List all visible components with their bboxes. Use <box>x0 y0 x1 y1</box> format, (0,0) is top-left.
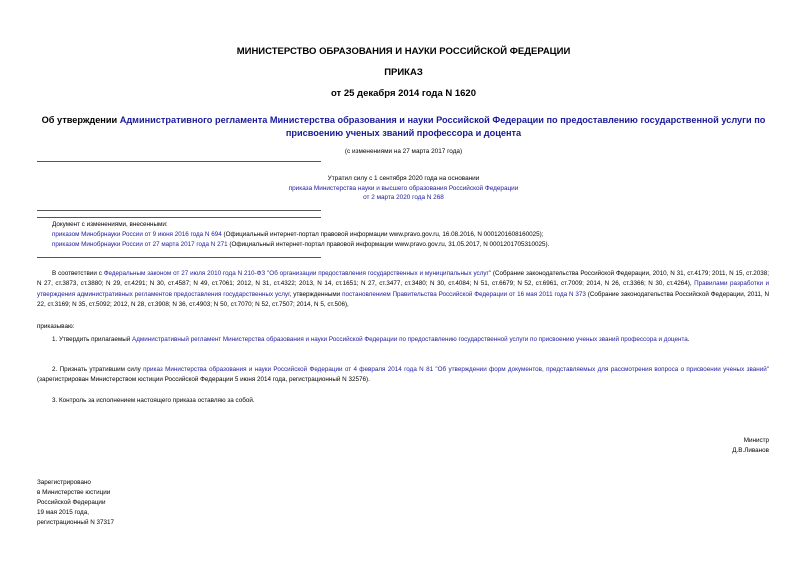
lost-force-block <box>0 174 807 203</box>
rules-link[interactable]: Правилами разработки и утверждения административных регламентов предоставления государственных услуг <box>37 280 770 298</box>
preamble-text: В соответствии с <box>52 270 104 277</box>
title-prefix: Об утверждении <box>41 115 120 125</box>
lost-force-link-date[interactable]: от 2 марта 2020 года N 268 <box>363 194 444 202</box>
signature-block <box>600 436 769 456</box>
change-link-271[interactable]: приказом Минобрнауки России от 27 марта 2017 года N 271 <box>52 241 228 248</box>
change-item <box>52 240 549 250</box>
item-1 <box>37 335 769 345</box>
doc-type-heading: ПРИКАЗ <box>384 67 423 78</box>
order-81-link[interactable]: приказ Министерства образования и науки Российской Федерации от 4 февраля 2014 года N 81 "Об утверждении форм документов, представляемых для рассмотрения вопроса о присвоении ученых званий" <box>143 366 769 373</box>
title-regulation-link[interactable]: Административного регламента Министерства образования и науки Российской Федерации по предоставлению государственной услуги по присвоению ученых званий профессора и доцента <box>119 115 766 138</box>
item-text: (зарегистрирован Министерством юстиции Российской Федерации 5 июня 2014 года, регистрационный N 32576). <box>37 376 370 384</box>
changes-block <box>52 220 549 250</box>
registration-line: регистрационный N 37317 <box>37 519 115 526</box>
item-text: . <box>687 336 690 343</box>
item-3: 3. Контроль за исполнением настоящего приказа оставляю за собой. <box>52 397 255 404</box>
divider <box>37 217 321 218</box>
divider <box>37 257 321 258</box>
ministry-heading: МИНИСТЕРСТВО ОБРАЗОВАНИЯ И НАУКИ РОССИЙСКОЙ ФЕДЕРАЦИИ <box>236 46 571 57</box>
preamble-text: , утвержденными <box>289 290 343 298</box>
preamble-text: (Собрание законодательства Российской Федерации, 2010, N 31, ст.4179; 2011, N 15, ст.2038; N 27, ст.3873, ст.3880; N 29, ст.4291; N 30, ст.4587; N 49, ст.7061; 2012, N 31, ст.4322; 2013, N 14, ст.1651; N 27, ст.3477, ст.3480; N 30, ст.4084; N 51, ст.6679; N 52, ст.6961, ст.7009; 2014, N 26, ст.3366; N 30, ст.4264), <box>37 270 769 288</box>
registration-line: Российской Федерации <box>37 499 106 506</box>
change-link-694[interactable]: приказом Минобрнауки России от 9 июня 2016 года N 694 <box>52 231 222 238</box>
item-2 <box>37 365 769 386</box>
item-text: 1. Утвердить прилагаемый <box>52 336 133 343</box>
item-text: 2. Признать утратившим силу <box>52 366 144 373</box>
preamble-text: (Собрание законодательства Российской Федерации, 2011, N 22, ст.3169; N 35, ст.5092; 2012, N 28, ст.3908; N 36, ст.4903; N 50, ст.7070; N 52, ст.7507; 2014, N 5, ст.506), <box>37 290 769 309</box>
change-text: (Официальный интернет-портал правовой информации www.pravo.gov.ru, 31.05.2017, N 0001201705310025). <box>227 241 550 248</box>
amendment-note: (с изменениями на 27 марта 2017 года) <box>344 148 463 155</box>
registration-line: 19 мая 2015 года, <box>37 509 89 516</box>
registration-line: Зарегистрировано <box>37 479 91 486</box>
signature-name: Д.В.Ливанов <box>732 447 769 454</box>
lost-force-text: Утратил силу с 1 сентября 2020 года на основании <box>327 175 480 182</box>
lost-force-link[interactable]: приказа Министерства науки и высшего образования Российской Федерации <box>288 184 519 192</box>
order-word: приказываю: <box>37 323 75 330</box>
regulation-link[interactable]: Административный регламент Министерства образования и науки Российской Федерации по предоставлению государственной услуги по присвоению ученых званий профессора и доцента <box>132 336 688 343</box>
divider <box>37 210 321 211</box>
change-text: (Официальный интернет-портал правовой информации www.pravo.gov.ru, 16.08.2016, N 0001201608160025); <box>221 231 544 238</box>
date-number-heading: от 25 декабря 2014 года N 1620 <box>330 88 476 99</box>
preamble-paragraph <box>37 269 769 311</box>
changes-intro: Документ с изменениями, внесенными: <box>52 221 168 228</box>
registration-block <box>37 478 114 528</box>
registration-line: в Министерстве юстиции <box>37 489 111 496</box>
change-item <box>52 230 549 240</box>
government-decree-link[interactable]: постановлением Правительства Российской Федерации от 16 мая 2011 года N 373 <box>342 290 586 298</box>
signature-position: Министр <box>743 437 769 444</box>
federal-law-link[interactable]: Федеральным законом от 27 июля 2010 года N 210-ФЗ "Об организации предоставления государственных и муниципальных услуг" <box>103 270 492 277</box>
divider <box>37 161 321 162</box>
document-title <box>40 114 767 140</box>
